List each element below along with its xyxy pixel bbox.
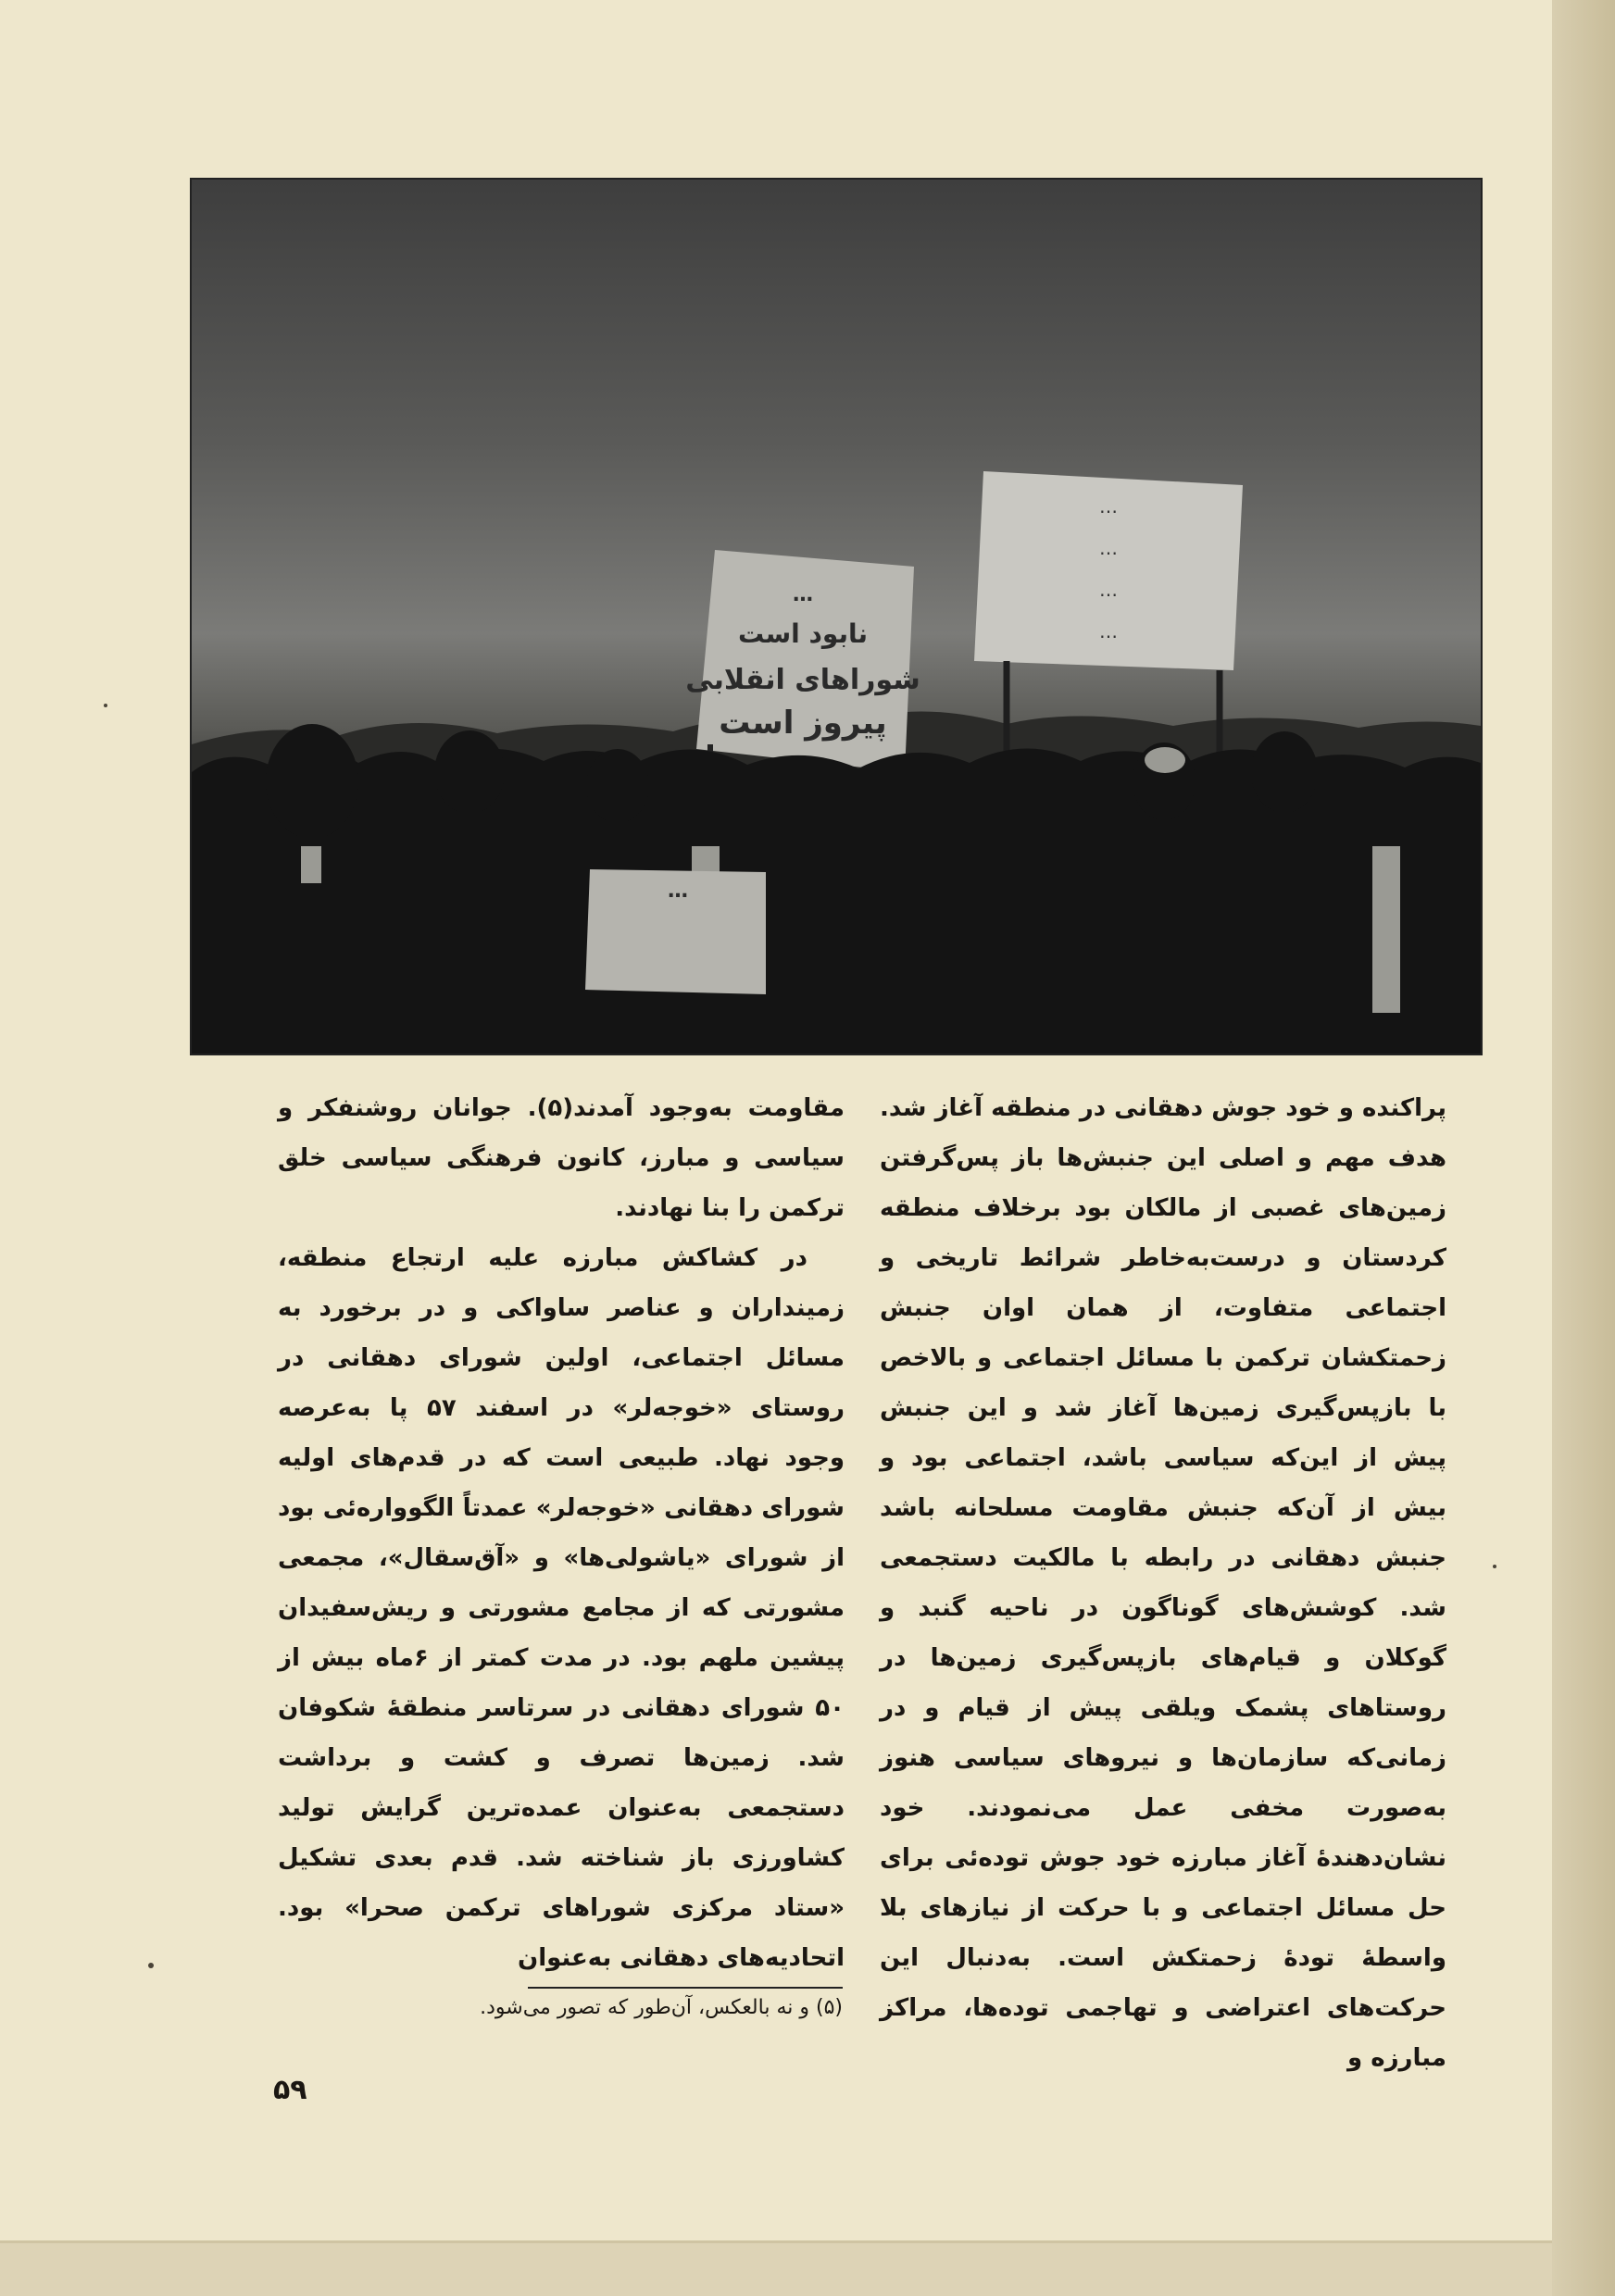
protest-photo	[190, 178, 1483, 1055]
banner-left-line-1: …	[793, 583, 813, 606]
banner-left-line-4: پیروز است	[719, 705, 887, 742]
banner-right-line-1: …	[1099, 495, 1118, 518]
hand-sign	[585, 869, 766, 994]
banner-right-line-2: …	[1099, 537, 1118, 559]
banner-left-line-3: شوراهای انقلابی	[685, 664, 920, 696]
banner-right-line-3: …	[1099, 579, 1118, 601]
hand-sign-text: …	[668, 880, 688, 903]
crowd	[192, 724, 1481, 1054]
banner-right-line-4: …	[1099, 620, 1118, 643]
page-edge	[1552, 0, 1615, 2296]
ink-speck	[104, 704, 107, 707]
page-number: ۵۹	[273, 2074, 307, 2106]
text-column-right	[880, 1083, 1446, 2083]
ink-speck	[1493, 1565, 1496, 1568]
paragraph: مقاومت به‌وجود آمدند(۵). جوانان روشنفکر و سیاسی و مبارز، کانون فرهنگی سیاسی خلق ترکمن را بنا نهادند.	[278, 1094, 845, 1222]
paragraph: در کشاکش مبارزه علیه ارتجاع منطقه، زمینداران و عناصر ساواکی و در برخورد به مسائل اجتماعی، اولین شورای دهقانی در روستای «خوجه‌لر» در اسفند ۵۷ پا به‌عرصه وجود نهاد. طبیعی است که در قدم‌های اولیه شورای دهقانی «خوجه‌لر» عمدتاً الگوواره‌ئی بود از شورای «یاشولی‌ها» و «آق‌سقال»، مجمعی مشورتی که از مجامع مشورتی و ریش‌سفیدان پیشین ملهم بود. در مدت کمتر از ۶ماه بیش از ۵۰ شورای دهقانی در سرتاسر منطقهٔ شکوفان شد. زمین‌ها تصرف و کشت و برداشت دستجمعی به‌عنوان عمده‌ترین گرایش تولید کشاورزی باز شناخته شد. قدم بعدی تشکیل «ستاد مرکزی شوراهای ترکمن صحرا» بود. اتحادیه‌های دهقانی به‌عنوان	[278, 1244, 845, 1972]
banner-right	[974, 471, 1243, 754]
text-column-left	[278, 1083, 845, 1983]
footnote-divider	[528, 1987, 843, 1989]
footnote: (۵) و نه بالعکس، آن‌طور که تصور می‌شود.	[480, 1996, 843, 2019]
ink-speck	[148, 1963, 154, 1968]
banner-left-line-2: نابود است	[738, 618, 868, 649]
protest-crowd-photo-icon	[192, 180, 1481, 1054]
paragraph: پراکنده و خود جوش دهقانی در منطقه آغاز شد. هدف مهم و اصلی این جنبش‌ها باز پس‌گرفتن زمین‌های غصبی از مالکان بود برخلاف منطقه کردستان و درست‌به‌خاطر شرائط تاریخی و اجتماعی متفاوت، از همان اوان جنبش زحمتکشان ترکمن با مسائل اجتماعی و بالاخص با بازپس‌گیری زمین‌ها آغاز شد و این جنبش پیش از این‌که سیاسی باشد، اجتماعی بود و بیش از آن‌که جنبش مقاومت مسلحانه باشد جنبش دهقانی در رابطه با مالکیت دستجمعی شد. کوشش‌های گوناگون در ناحیه گنبد و گوکلان و قیام‌های بازپس‌گیری زمین‌ها در روستاهای پشمک ویلقی پیش از قیام و در زمانی‌که سازمان‌ها و نیروهای سیاسی هنوز به‌صورت مخفی عمل می‌نمودند. خود نشان‌دهندهٔ آغاز مبارزه خود جوش توده‌ئی برای حل مسائل اجتماعی و با حرکت از نیازهای بلا واسطهٔ تودهٔ زحمتکش است. به‌دنبال این حرکت‌های اعتراضی و تهاجمی توده‌ها، مراکز مبارزه و	[880, 1094, 1446, 2072]
